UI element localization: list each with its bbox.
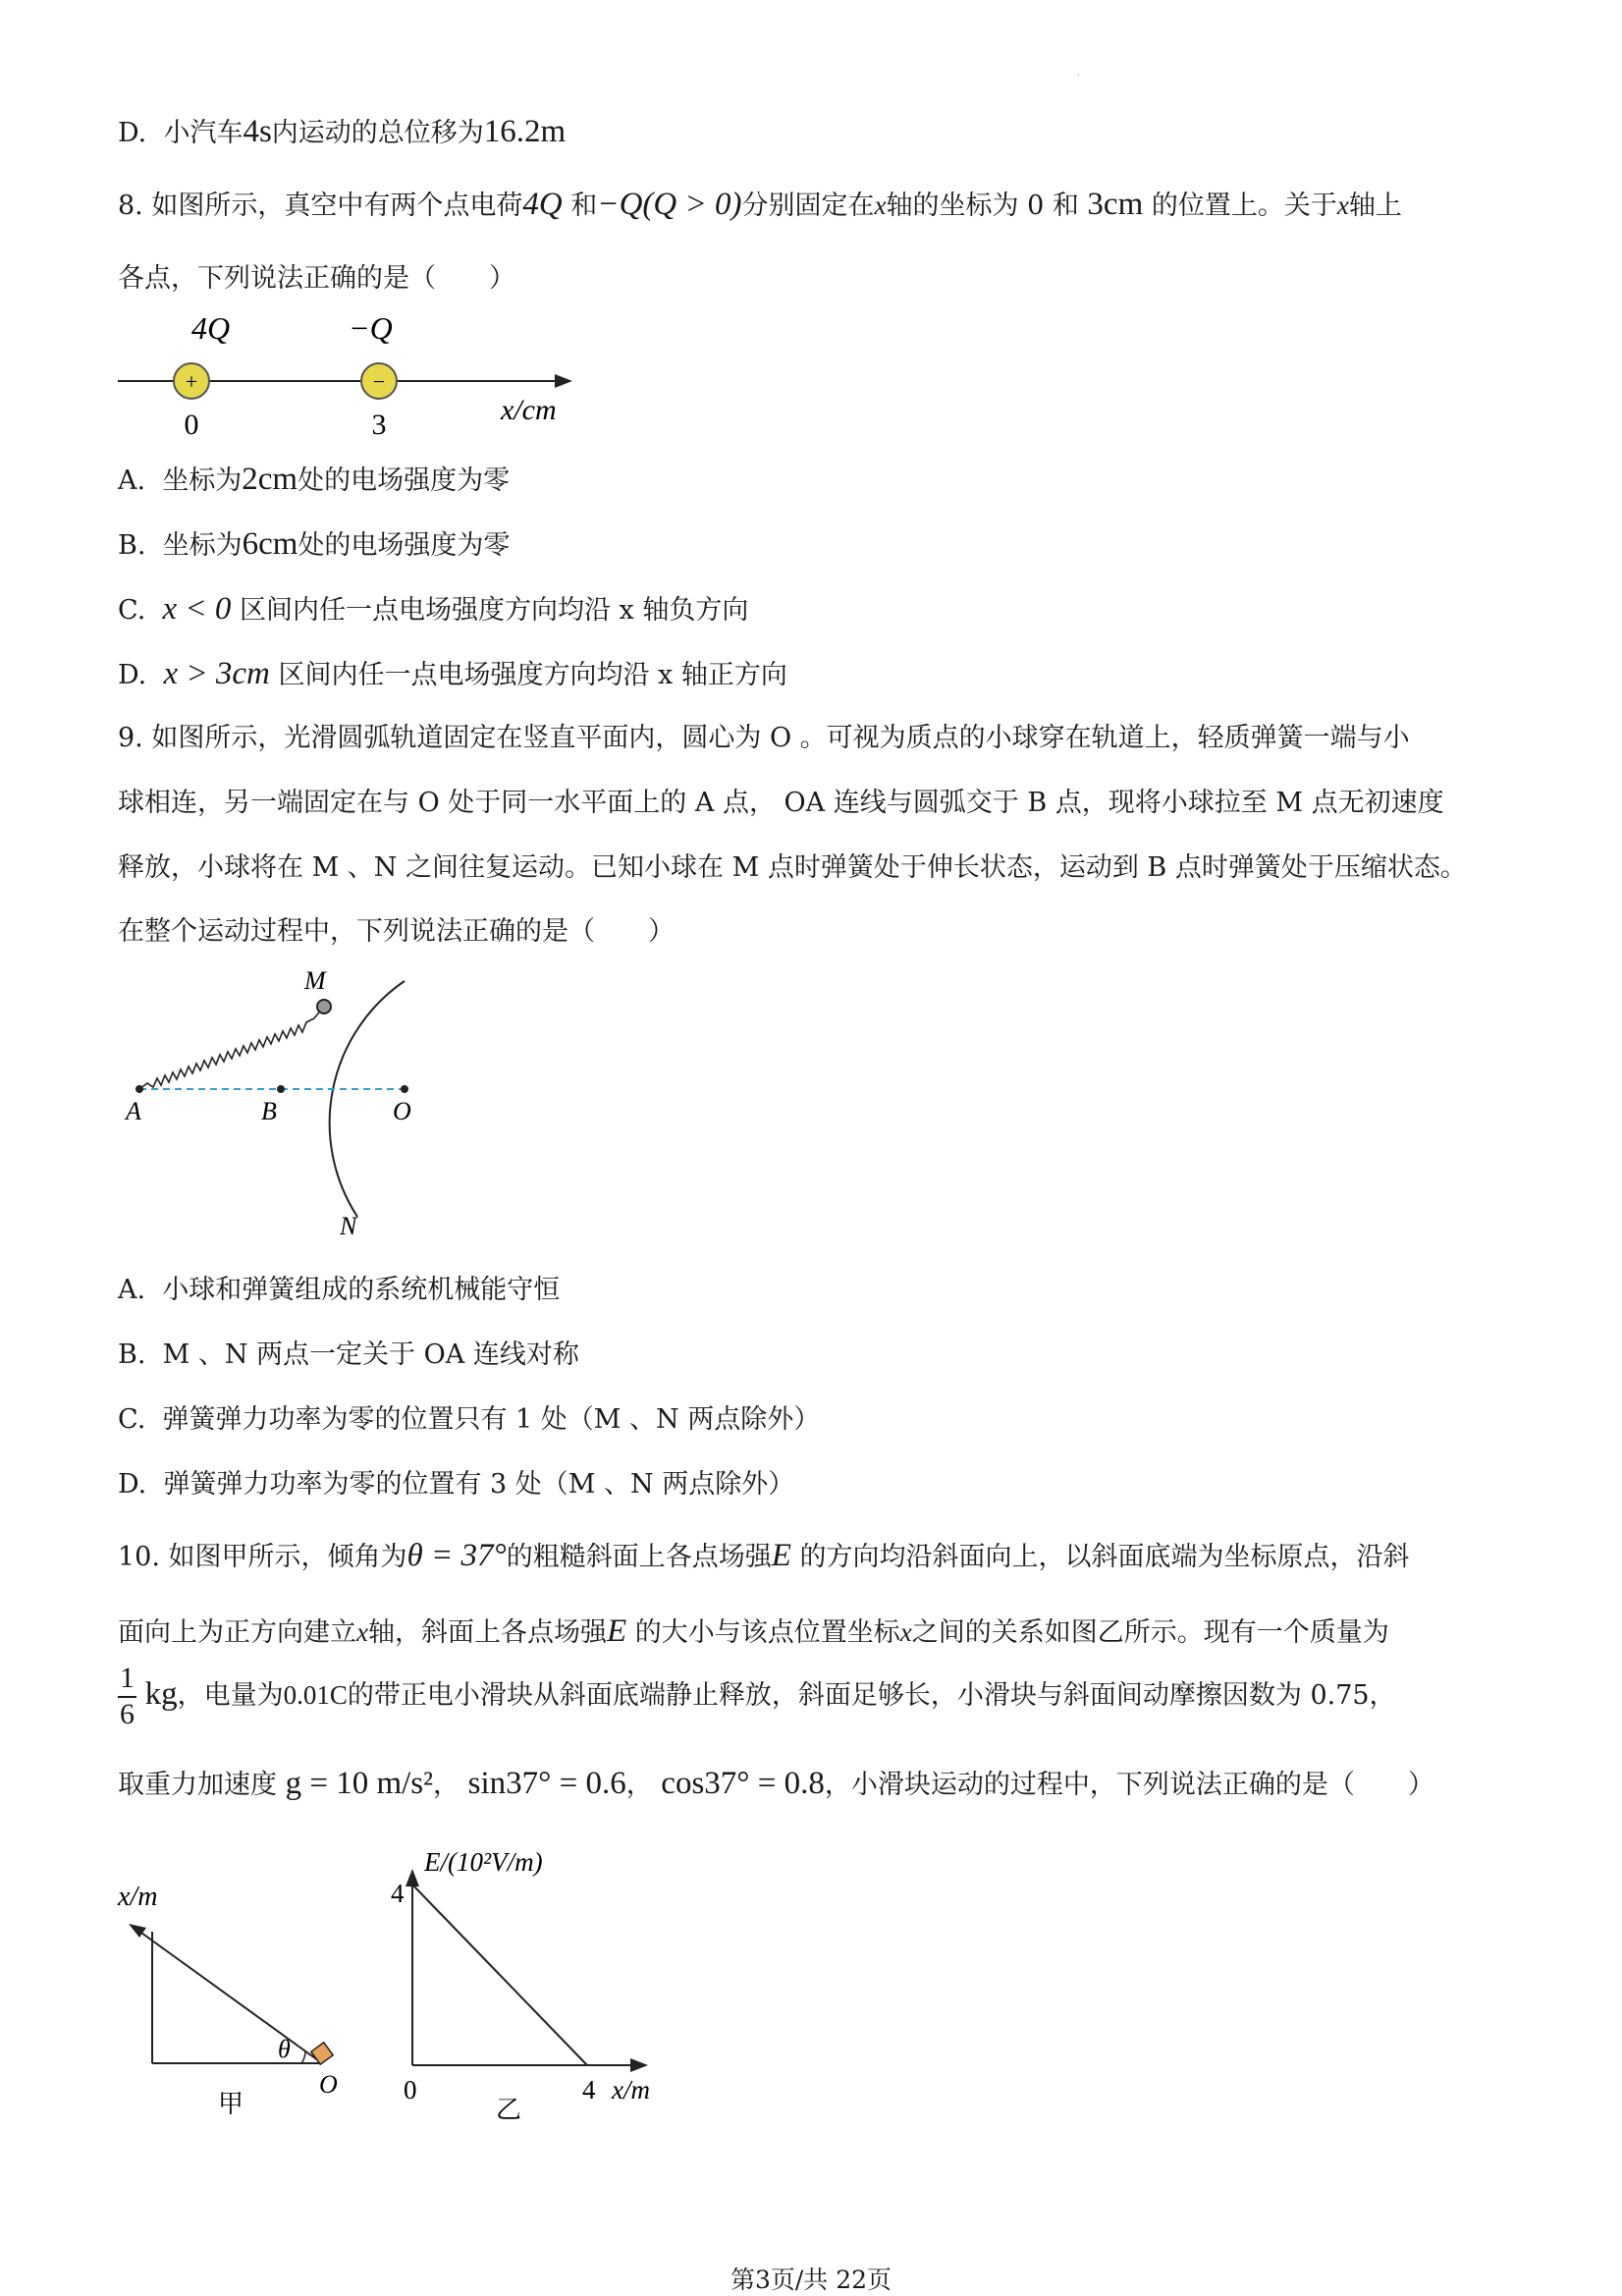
- caption-yi: 乙: [495, 2096, 522, 2124]
- point-o-dot: [401, 1085, 408, 1093]
- q10-stem-line1: 10. 如图甲所示，倾角为θ = 37°的粗糙斜面上各点场强E 的方向均沿斜面向上，以斜面底端为坐标原点，沿斜: [118, 1538, 1410, 1573]
- e-x-series-line: [412, 1885, 587, 2065]
- caption-jia: 甲: [217, 2090, 244, 2118]
- q8-stem-line1: 8. 如图所示，真空中有两个点电荷4Q 和−Q(Q > 0)分别固定在x轴的坐标为 0 和 3cm 的位置上。关于x轴上: [118, 187, 1402, 222]
- chart-xlabel: x/m: [612, 2075, 650, 2105]
- x-axis-arrow-icon: [555, 374, 572, 388]
- q9-figure: [118, 967, 432, 1247]
- q9-option-c: C. 弹簧弹力功率为零的位置只有 1 处（M 、N 两点除外）: [118, 1404, 821, 1435]
- q10-stem-line3: $\frac{1}{6}$ kg，电量为0.01C的带正电小滑块从斜面底端静止释放，斜面足够长，小滑块与斜面间动摩擦因数为 0.75，: [120, 1662, 1396, 1730]
- q8-option-b: B. 坐标为6cm处的电场强度为零: [118, 526, 511, 562]
- label-a: A: [126, 1097, 141, 1125]
- q9-stem-line3: 释放，小球将在 M 、N 之间往复运动。已知小球在 M 点时弹簧处于伸长状态，运动到 B 点时弹簧处于压缩状态。: [118, 852, 1467, 883]
- point-a-dot: [135, 1085, 143, 1093]
- ball-m: [317, 1000, 331, 1013]
- q9-stem-line1: 9. 如图所示，光滑圆弧轨道固定在竖直平面内，圆心为 O 。可视为质点的小球穿在轨道上，轻质弹簧一端与小: [118, 723, 1410, 753]
- label-n: N: [340, 1212, 357, 1240]
- origin-label: O: [319, 2070, 338, 2099]
- q8-option-d: D. x > 3cm 区间内任一点电场强度方向均沿 x 轴正方向: [118, 656, 787, 691]
- label-m: M: [304, 967, 326, 995]
- spring: [139, 1009, 322, 1089]
- q10-figure-yi-chart: [373, 1841, 687, 2136]
- x-tick-4: 4: [582, 2075, 596, 2105]
- q8-stem-line2: 各点，下列说法正确的是（ ）: [118, 263, 515, 294]
- page-footer: 第3页/共 22页: [730, 2266, 892, 2294]
- theta-label: θ: [278, 2035, 291, 2063]
- y-axis-arrow-icon: [406, 1869, 419, 1886]
- mass-fraction: $\frac{1}{6}$: [120, 1662, 135, 1730]
- plus-sign: +: [185, 369, 198, 394]
- axis-label-x: x/m: [118, 1882, 158, 1912]
- q10-stem-line2: 面向上为正方向建立x轴，斜面上各点场强E 的大小与该点位置坐标x之间的关系如图乙所示。现有一个质量为: [118, 1613, 1389, 1649]
- origin-0: 0: [404, 2075, 417, 2105]
- q10-figure-jia: [113, 1871, 368, 2126]
- scan-mark: ·: [1077, 71, 1081, 82]
- slider-block: [311, 2043, 333, 2064]
- q9-option-b: B. M 、N 两点一定关于 OA 连线对称: [118, 1339, 579, 1370]
- tick-0: 0: [184, 409, 199, 441]
- tick-3: 3: [371, 409, 387, 441]
- charge1-label: 4Q: [191, 310, 231, 346]
- point-b-dot: [277, 1085, 285, 1093]
- incline: [135, 1928, 322, 2063]
- q9-option-d: D. 弹簧弹力功率为零的位置有 3 处（M 、N 两点除外）: [118, 1469, 795, 1500]
- angle-arc: [301, 2051, 305, 2063]
- q9-stem-line2: 球相连，另一端固定在与 O 处于同一水平面上的 A 点， OA 连线与圆弧交于 B 点，现将小球拉至 M 点无初速度: [118, 788, 1444, 818]
- minus-sign: −: [372, 369, 386, 394]
- axis-label: x/cm: [501, 394, 557, 426]
- q9-option-a: A. 小球和弹簧组成的系统机械能守恒: [118, 1275, 561, 1305]
- y-tick-4: 4: [391, 1879, 405, 1908]
- q8-figure: [113, 309, 584, 447]
- x-axis-arrow-icon: [630, 2058, 648, 2072]
- chart-ylabel: E/(10²V/m): [424, 1847, 543, 1877]
- q8-option-a: A. 坐标为2cm处的电场强度为零: [118, 462, 511, 497]
- charge2-label: −Q: [349, 310, 393, 346]
- q8-option-c: C. x < 0 区间内任一点电场强度方向均沿 x 轴负方向: [118, 591, 749, 627]
- label-o: O: [393, 1097, 411, 1125]
- label-b: B: [261, 1097, 277, 1125]
- q7-option-d: D. 小汽车4s内运动的总位移为16.2m: [118, 114, 567, 149]
- q10-stem-line4: 取重力加速度 g = 10 m/s²， sin37° = 0.6， cos37° = 0.8，小滑块运动的过程中，下列说法正确的是（ ）: [118, 1766, 1434, 1801]
- q9-stem-line4: 在整个运动过程中，下列说法正确的是（ ）: [118, 916, 675, 947]
